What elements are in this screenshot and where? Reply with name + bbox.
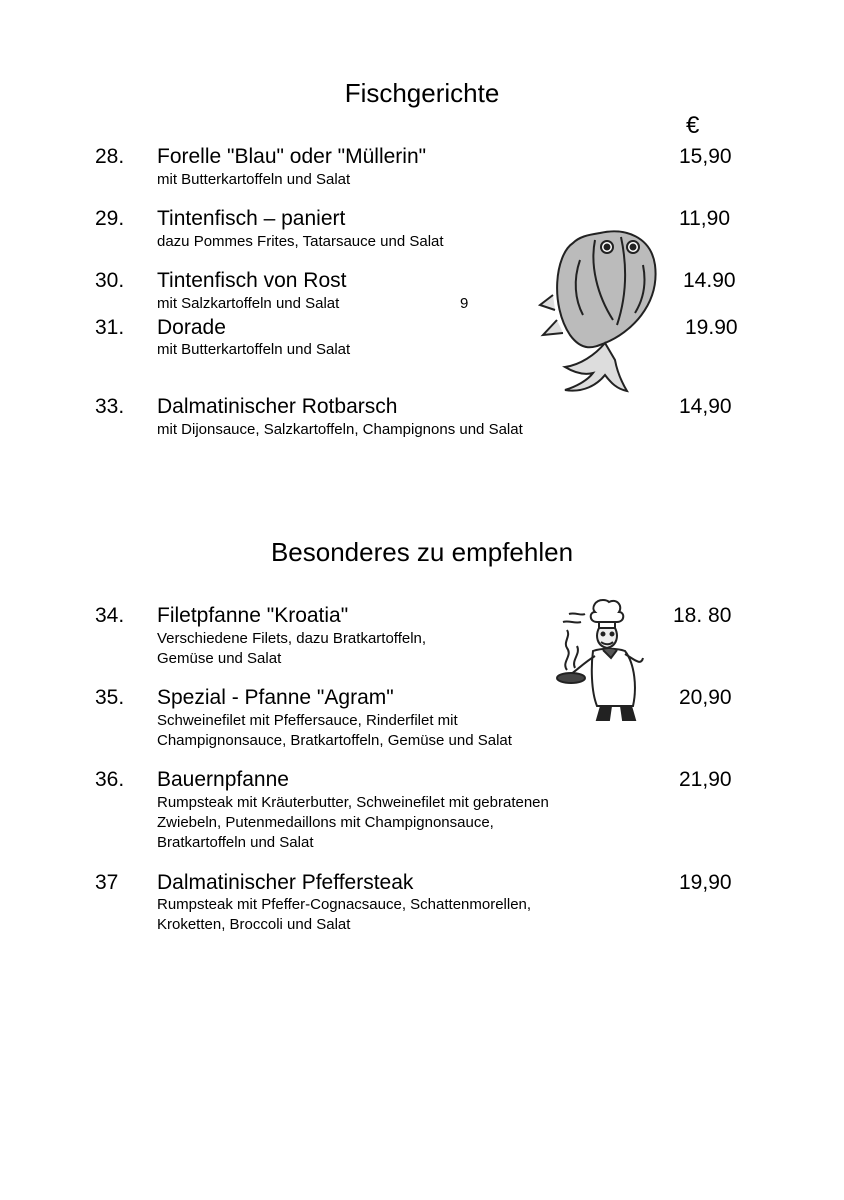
item-description: Champignonsauce, Bratkartoffeln, Gemüse und Salat: [157, 732, 512, 749]
item-number: 36.: [95, 768, 125, 791]
item-number: 30.: [95, 269, 125, 292]
item-number: 29.: [95, 207, 125, 230]
item-description: Rumpsteak mit Kräuterbutter, Schweinefilet mit gebratenen: [157, 794, 549, 811]
item-name: Filetpfanne "Kroatia": [157, 604, 349, 627]
item-name: Forelle "Blau" oder "Müllerin": [157, 145, 427, 168]
item-description: Kroketten, Broccoli und Salat: [157, 916, 351, 933]
item-price: 15,90: [679, 145, 732, 168]
section-heading-besonderes: Besonderes zu empfehlen: [270, 537, 574, 567]
item-number: 31.: [95, 316, 125, 339]
item-description: Schweinefilet mit Pfeffersauce, Rinderfilet mit: [157, 712, 458, 729]
item-price: 20,90: [679, 686, 732, 709]
item-price: 11,90: [679, 207, 730, 230]
item-price: 14,90: [679, 395, 732, 418]
item-name: Spezial - Pfanne "Agram": [157, 686, 394, 709]
item-description: Zwiebeln, Putenmedaillons mit Champignonsauce,: [157, 814, 494, 831]
section-heading-fischgerichte: Fischgerichte: [344, 78, 500, 108]
item-description: Gemüse und Salat: [157, 650, 282, 667]
item-name: Tintenfisch – paniert: [157, 207, 346, 230]
item-description: dazu Pommes Frites, Tatarsauce und Salat: [157, 233, 444, 250]
item-description: mit Butterkartoffeln und Salat: [157, 341, 351, 358]
currency-symbol: €: [686, 112, 700, 139]
item-number: 34.: [95, 604, 125, 627]
item-number: 28.: [95, 145, 125, 168]
chef-illustration: [555, 596, 650, 724]
item-description: Bratkartoffeln und Salat: [157, 834, 314, 851]
item-description: Rumpsteak mit Pfeffer-Cognacsauce, Schattenmorellen,: [157, 896, 532, 913]
item-description: mit Salzkartoffeln und Salat: [157, 295, 340, 312]
item-description: mit Dijonsauce, Salzkartoffeln, Champignons und Salat: [157, 421, 523, 438]
stray-number: 9: [460, 295, 469, 312]
item-name: Tintenfisch von Rost: [157, 269, 347, 292]
item-number: 37: [95, 871, 119, 894]
item-name: Dalmatinischer Pfeffersteak: [157, 871, 414, 894]
item-price: 19,90: [679, 871, 732, 894]
item-description: Verschiedene Filets, dazu Bratkartoffeln,: [157, 630, 427, 647]
item-price: 21,90: [679, 768, 732, 791]
item-name: Dorade: [157, 316, 226, 339]
item-price: 14.90: [683, 269, 736, 292]
item-price: 19.90: [685, 316, 738, 339]
fish-illustration: [535, 225, 665, 395]
item-name: Dalmatinischer Rotbarsch: [157, 395, 398, 418]
item-number: 33.: [95, 395, 125, 418]
item-price: 18. 80: [673, 604, 732, 627]
item-description: mit Butterkartoffeln und Salat: [157, 171, 351, 188]
item-name: Bauernpfanne: [157, 768, 289, 791]
item-number: 35.: [95, 686, 125, 709]
